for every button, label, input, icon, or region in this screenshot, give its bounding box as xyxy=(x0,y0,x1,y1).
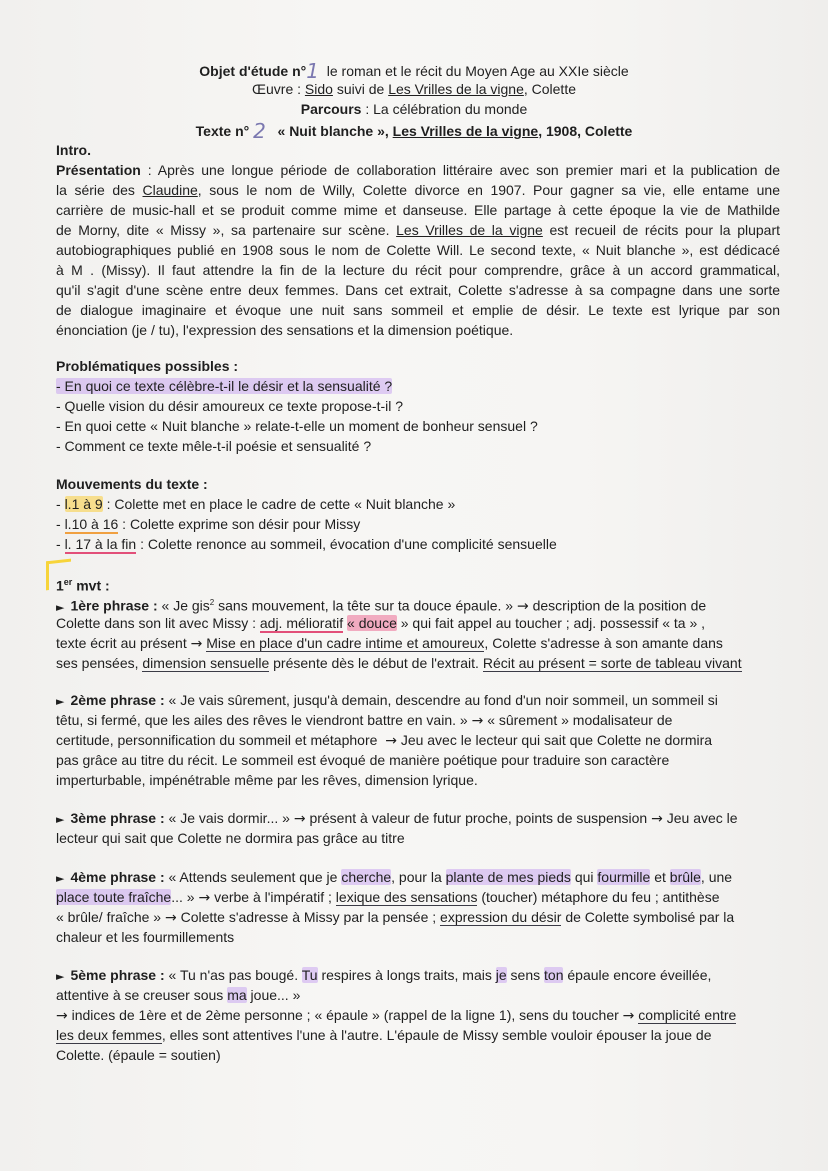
arrow-right-icon: → xyxy=(198,890,211,906)
intro-line: Présentation : Après une longue période de collaboration littéraire avec son premier mari et la publication de xyxy=(56,162,780,178)
arrow-right-icon: → xyxy=(622,1008,635,1024)
phrase-3-line: lecteur qui sait que Colette ne dormira pas grâce au titre xyxy=(56,830,405,846)
intro-line: autobiographiques publié en 1908 sous le nom de Colette Will. Le second texte, « Nuit blanche », est dédicacé xyxy=(56,242,780,258)
problematiques-title: Problématiques possibles : xyxy=(56,358,239,374)
intro-line: de dialogue imaginaire et évoque une nuit sans sommeil et emplie de désir. Le texte est lyrique par son xyxy=(56,302,780,318)
problematique-item: - Quelle vision du désir amoureux ce texte propose-t-il ? xyxy=(56,398,404,414)
mouvements-title: Mouvements du texte : xyxy=(56,476,208,492)
mouvement-item: - l.10 à 16 : Colette exprime son désir pour Missy xyxy=(56,516,361,532)
phrase-5-line: attentive à se creuser sous ma joue... » xyxy=(56,987,301,1003)
intro-line: de Morny, dite « Missy », sa partenaire sur scène. Les Vrilles de la vigne est recueil de récits pour la plupart xyxy=(56,222,781,238)
header-texte: Texte n° 2 « Nuit blanche », Les Vrilles de la vigne, 1908, Colette xyxy=(195,119,633,143)
arrow-right-icon: → xyxy=(471,713,484,729)
triangle-bullet-icon: ► xyxy=(56,872,65,885)
header-oeuvre: Œuvre : Sido suivi de Les Vrilles de la vigne, Colette xyxy=(252,81,576,97)
arrow-right-icon: → xyxy=(190,636,203,652)
triangle-bullet-icon: ► xyxy=(56,695,65,708)
phrase-4-line: ► 4ème phrase : « Attends seulement que je cherche, pour la plante de mes pieds qui fourmille et brûle, une xyxy=(56,869,733,885)
intro-line: la série des Claudine, sous le nom de Willy, Colette divorce en 1907. Pour gagner sa vie, elle entame une xyxy=(56,182,780,198)
mouvement-item: - l. 17 à la fin : Colette renonce au sommeil, évocation d'une complicité sensuelle xyxy=(56,536,557,552)
arrow-right-icon: → xyxy=(516,598,529,615)
header-parcours: Parcours : La célébration du monde xyxy=(300,101,528,117)
intro-line: à M . (Missy). Il faut attendre la fin de la lecture du récit pour comprendre, grâce à un accord grammatical, xyxy=(56,262,780,278)
triangle-bullet-icon: ► xyxy=(56,970,65,983)
phrase-2-line: têtu, si fermé, que les ailes des rêves le viendront battre en vain. » → « sûrement » modalisateur de xyxy=(56,712,673,729)
intro-line: qu'il s'agit d'une scène entre deux femmes. Dans cet extrait, Colette s'adresse à sa compagne dans une sorte xyxy=(56,282,780,298)
phrase-5-line: Colette. (épaule = soutien) xyxy=(56,1047,221,1063)
phrase-5-line: les deux femmes, elles sont attentives l'une à l'autre. L'épaule de Missy semble vouloir épouser la joue de xyxy=(56,1027,712,1043)
mouvement-heading: 1er mvt : xyxy=(56,577,110,594)
intro-title: Intro. xyxy=(56,142,91,158)
arrow-right-icon: → xyxy=(385,733,397,749)
phrase-2-line: certitude, personnification du sommeil et métaphore → Jeu avec le lecteur qui sait que Colette ne dormira xyxy=(56,732,713,749)
phrase-2-line: imperturbable, impénétrable même par les rêves, dimension lyrique. xyxy=(56,772,478,788)
phrase-5-line: → indices de 1ère et de 2ème personne ; « épaule » (rappel de la ligne 1), sens du toucher → complicité entre xyxy=(56,1007,737,1024)
problematique-item: - Comment ce texte mêle-t-il poésie et sensualité ? xyxy=(56,438,372,454)
phrase-4-line: place toute fraîche... » → verbe à l'impératif ; lexique des sensations (toucher) métaphore du feu ; antithèse xyxy=(56,889,720,906)
triangle-bullet-icon: ► xyxy=(56,600,65,614)
arrow-right-icon: → xyxy=(56,1008,68,1024)
phrase-3-line: ► 3ème phrase : « Je vais dormir... » → présent à valeur de futur proche, points de suspension → Jeu avec le xyxy=(56,810,738,827)
phrase-4-line: chaleur et les fourmillements xyxy=(56,929,235,945)
arrow-right-icon: → xyxy=(651,811,663,827)
phrase-2-line: pas grâce au titre du récit. Le sommeil est évoqué de manière poétique pour traduire son caractère xyxy=(56,752,670,768)
phrase-1-line: ► 1ère phrase : « Je gis$^2$ sans mouvement, la tête sur ta douce épaule. » → description de la position de xyxy=(56,597,707,615)
phrase-5-line: ► 5ème phrase : « Tu n'as pas bougé. Tu respires à longs traits, mais je sens ton épaule encore éveillée, xyxy=(56,967,712,983)
phrase-4-line: « brûle/ fraîche » → Colette s'adresse à Missy par la pensée ; expression du désir de Colette symbolisé par la xyxy=(56,909,735,926)
arrow-right-icon: → xyxy=(164,910,177,926)
phrase-2-line: ► 2ème phrase : « Je vais sûrement, jusqu'à demain, descendre au fond d'un noir sommeil, un sommeil si xyxy=(56,692,718,708)
problematique-item: - En quoi cette « Nuit blanche » relate-t-elle un moment de bonheur sensuel ? xyxy=(56,418,538,434)
intro-line: carrière de music-hall et se produit comme mime et danseuse. Elle partage à cette époque la vie de Mathilde xyxy=(56,202,780,218)
mouvement-item: - l.1 à 9 : Colette met en place le cadre de cette « Nuit blanche » xyxy=(56,496,456,512)
arrow-right-icon: → xyxy=(293,811,306,827)
intro-line: énonciation (je / tu), l'expression des sensations et la dimension poétique. xyxy=(56,322,514,338)
phrase-1-line: ses pensées, dimension sensuelle présente dès le début de l'extrait. Récit au présent = sorte de tableau vivant xyxy=(56,655,742,671)
header-objet: Objet d'étude n°1 le roman et le récit du Moyen Age au XXIe siècle xyxy=(199,59,629,83)
triangle-bullet-icon: ► xyxy=(56,813,65,826)
problematique-item: - En quoi ce texte célèbre-t-il le désir et la sensualité ? xyxy=(56,378,393,394)
phrase-1-line: Colette dans son lit avec Missy : adj. mélioratif « douce » qui fait appel au toucher ; adj. possessif « ta » , xyxy=(56,615,706,631)
phrase-1-line: texte écrit au présent → Mise en place d'un cadre intime et amoureux, Colette s'adresse à son amante dans xyxy=(56,635,723,652)
